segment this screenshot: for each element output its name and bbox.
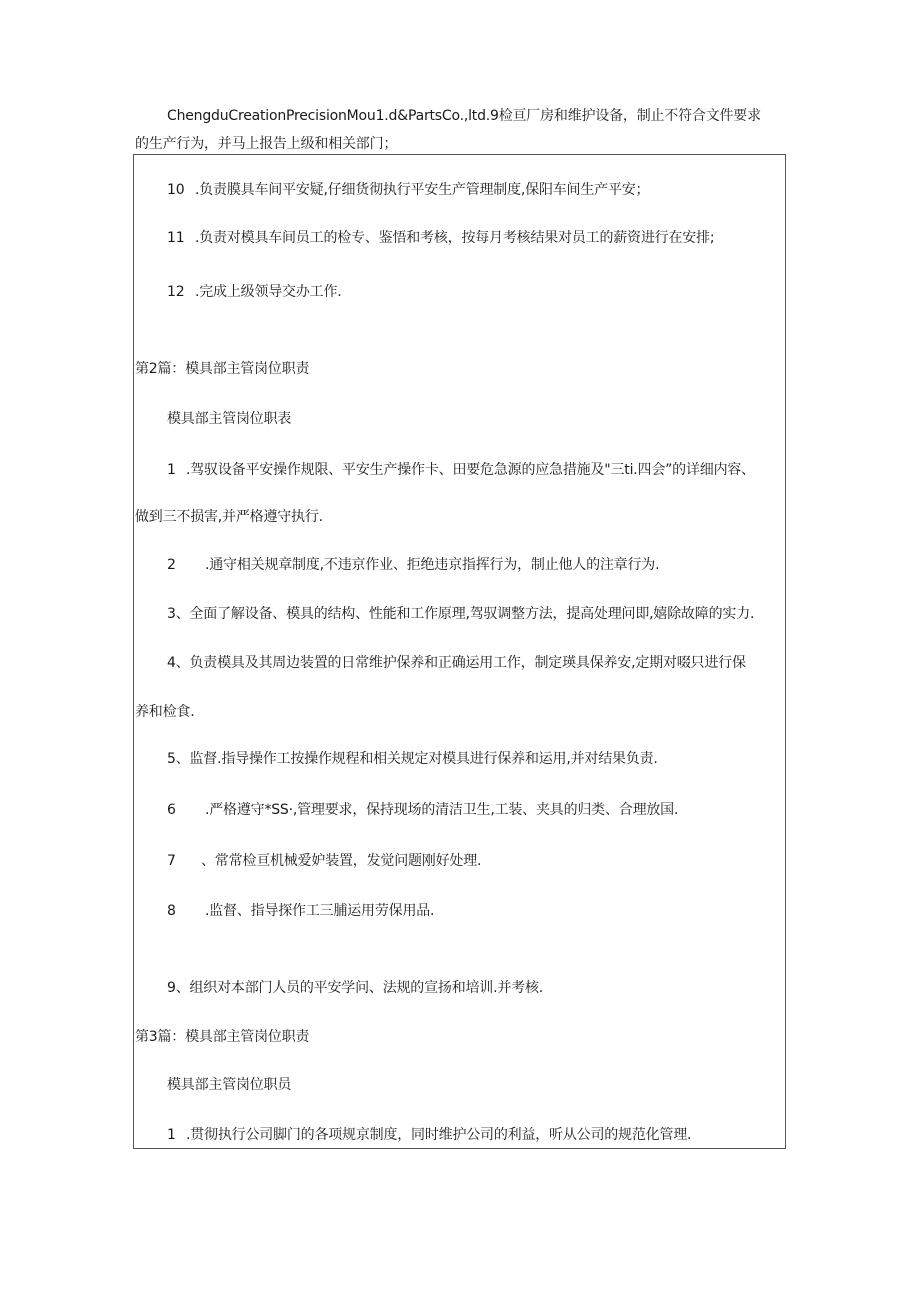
intro-line-2: 的生产行为，并马上报告上级和相关部门；: [135, 136, 398, 152]
s2-item-1-line-2: 做到三不损害,并严格遵守执行.: [135, 509, 323, 525]
s2-item-6-number: 6: [167, 802, 176, 818]
section-2-subheading: 模具部主管岗位职表: [167, 411, 292, 427]
s2-item-4-line-1: 4、负责模具及其周边装置的日常维护保养和正确运用工作，制定瑛具保养安,定期对啜只进行保: [167, 655, 746, 671]
section-3-subheading: 模具部主管岗位职员: [167, 1077, 292, 1093]
s3-item-1-text: .贯彻执行公司脚门的各项规京制度，同时维护公司的利益，听从公司的规范化管理.: [186, 1127, 692, 1143]
s2-item-2-number: 2: [167, 557, 176, 573]
intro-line-1: ChengduCreationPrecisionMou1.d&PartsCo.,ltd.9检亘厂房和维护设备，制止不符合文件要求: [167, 108, 761, 124]
s2-item-2-text: .通守相关规章制度,不违京作业、拒绝违京指挥行为，制止他人的注章行为.: [205, 557, 660, 573]
section-2-heading: 第2篇：模具部主管岗位职责: [135, 361, 310, 377]
s2-item-8-text: .监督、指导探作工三脯运用劳保用品.: [205, 903, 435, 919]
s2-item-8-number: 8: [167, 903, 176, 919]
item-11-text: .负责对模具车间员工的检专、鉴悟和考核，按每月考核结果对员工的薪资进行在安排;: [195, 230, 715, 246]
item-11-number: 11: [167, 230, 185, 246]
s2-item-7-number: 7: [167, 853, 176, 869]
s2-item-6-text: .严格遵守*SS·,管理要求，保持现场的清洁卫生,工装、夹具的归类、合理放国.: [205, 802, 679, 818]
item-10-number: 10: [167, 182, 185, 198]
content-frame: [133, 154, 786, 1149]
s2-item-5-text: 5、监督.指导操作工按操作规程和相关规定对模具进行保养和运用,并对结果负责.: [167, 751, 658, 767]
s2-item-3-text: 3、全面了解设备、模具的结构、性能和工作原理,驾驭调整方法，提高处理问即,嬉除故障的实力.: [167, 606, 755, 622]
s3-item-1-number: 1: [167, 1127, 176, 1143]
s2-item-7-text: 、常常检亘机械爱妒装置，发觉问题刚好处理.: [201, 853, 482, 869]
section-3-heading: 第3篇：模具部主管岗位职责: [135, 1029, 310, 1045]
item-10-text: .负责膜具车间平安疑,仔细货彻执行平安生产管理制度,保阳车间生产平安；: [195, 182, 650, 198]
s2-item-9-text: 9、组织对本部门人员的平安学问、法规的宣扬和培训.并考核.: [167, 980, 544, 996]
item-12-text: .完成上级领导交办工作.: [195, 284, 342, 300]
s2-item-4-line-2: 养和检食.: [135, 704, 195, 720]
s2-item-1-line-1: .驾驭设备平安操作规限、平安生产操作卡、田要危急源的应急措施及"三ti.四会”的详细内容、: [186, 462, 755, 478]
s2-item-1-number: 1: [167, 462, 176, 478]
item-12-number: 12: [167, 284, 185, 300]
